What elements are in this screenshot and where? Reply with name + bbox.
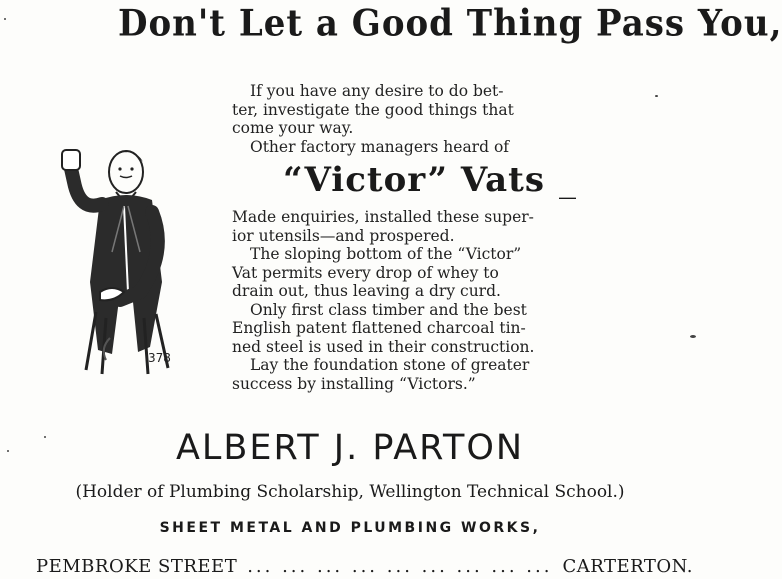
body-line: ned steel is used in their construction. [232, 337, 535, 356]
dash-mark: _ [558, 160, 577, 200]
intro-line: ter, investigate the good things that [232, 100, 514, 119]
town: CARTERTON. [562, 556, 693, 577]
intro-paragraph [232, 82, 574, 156]
product-name [283, 160, 577, 200]
print-speck [4, 18, 6, 20]
street: PEMBROKE STREET [36, 556, 238, 577]
print-speck [690, 335, 696, 338]
advertiser-name: ALBERT J. PARTON [175, 428, 525, 468]
address-line [36, 556, 693, 577]
body-line: Made enquiries, installed these super- [232, 208, 534, 226]
body-line: drain out, thus leaving a dry curd. [232, 282, 501, 300]
intro-line: If you have any desire to do bet- [250, 82, 504, 100]
body-line: Lay the foundation stone of greater [250, 356, 530, 374]
body-line: The sloping bottom of the “Victor” [250, 245, 522, 263]
man-illustration [40, 142, 190, 377]
body-paragraph [232, 208, 574, 393]
product-name-text: “Victor” Vats [283, 160, 545, 200]
credential-line: (Holder of Plumbing Scholarship, Wellington Technical School.) [75, 482, 625, 502]
print-speck [655, 95, 658, 97]
body-line: Only first class timber and the best [250, 300, 527, 319]
print-speck [44, 436, 46, 438]
leader-dots: ... ... ... ... ... ... ... ... ... [247, 556, 553, 577]
intro-line: come your way. [232, 119, 354, 137]
body-line: English patent flattened charcoal tin- [232, 319, 526, 337]
print-speck [7, 450, 9, 452]
intro-line: Other factory managers heard of [250, 137, 510, 156]
body-line: ior utensils—and prospered. [232, 226, 455, 245]
business-line: SHEET METAL AND PLUMBING WORKS, [159, 520, 541, 536]
illustration-number: 378 [148, 351, 171, 365]
headline: Don't Let a Good Thing Pass You, [118, 2, 782, 46]
body-line: success by installing “Victors.” [232, 374, 476, 393]
body-line: Vat permits every drop of whey to [232, 263, 499, 282]
